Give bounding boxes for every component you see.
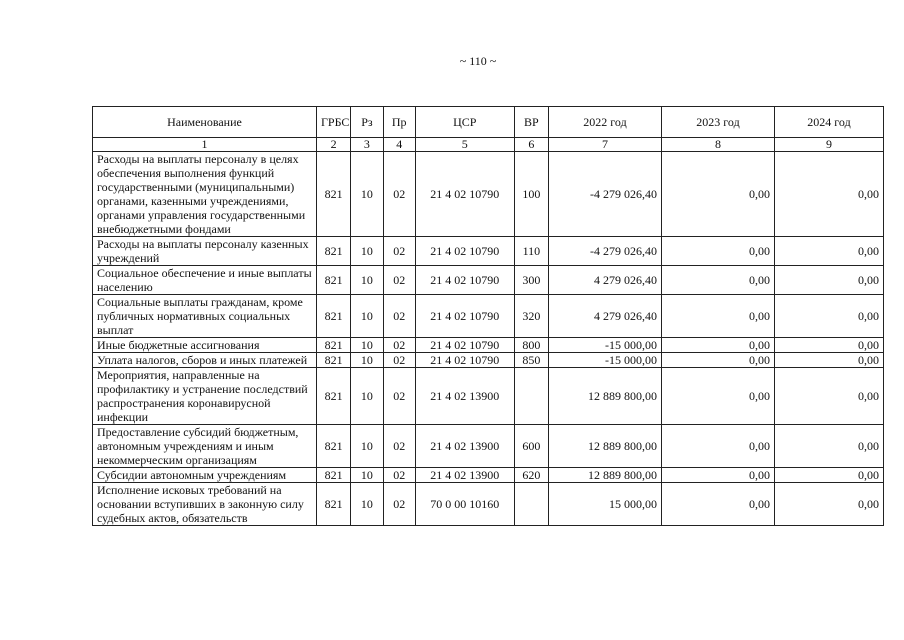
row-2023: 0,00 [662, 368, 775, 425]
row-csr: 21 4 02 10790 [415, 237, 514, 266]
row-pr: 02 [383, 152, 415, 237]
header-rz: Рз [351, 107, 383, 138]
row-grbs: 821 [316, 152, 350, 237]
row-rz: 10 [351, 468, 383, 483]
row-2024: 0,00 [775, 353, 884, 368]
row-vr: 850 [514, 353, 548, 368]
row-name: Расходы на выплаты персоналу казенных учреждений [93, 237, 317, 266]
row-grbs: 821 [316, 368, 350, 425]
row-vr [514, 368, 548, 425]
row-2022: -4 279 026,40 [549, 237, 662, 266]
table-body [93, 152, 884, 526]
row-rz: 10 [351, 266, 383, 295]
table-row [93, 468, 884, 483]
table-row [93, 353, 884, 368]
row-pr: 02 [383, 353, 415, 368]
row-2022: -15 000,00 [549, 353, 662, 368]
row-name: Предоставление субсидий бюджетным, автономным учреждениям и иным некоммерческим организациям [93, 425, 317, 468]
row-rz: 10 [351, 353, 383, 368]
row-grbs: 821 [316, 468, 350, 483]
row-vr: 620 [514, 468, 548, 483]
page-number: ~ 110 ~ [459, 54, 497, 68]
row-vr: 110 [514, 237, 548, 266]
row-pr: 02 [383, 237, 415, 266]
column-number: 8 [662, 138, 775, 152]
row-2022: 4 279 026,40 [549, 266, 662, 295]
header-row [93, 107, 884, 138]
row-rz: 10 [351, 152, 383, 237]
header-name: Наименование [93, 107, 317, 138]
column-number: 6 [514, 138, 548, 152]
row-vr: 600 [514, 425, 548, 468]
row-name: Исполнение исковых требований на основании вступивших в законную силу судебных актов, обязательств [93, 483, 317, 526]
row-pr: 02 [383, 483, 415, 526]
row-pr: 02 [383, 266, 415, 295]
row-grbs: 821 [316, 266, 350, 295]
row-2024: 0,00 [775, 425, 884, 468]
row-vr [514, 483, 548, 526]
column-number: 2 [316, 138, 350, 152]
row-2023: 0,00 [662, 353, 775, 368]
column-number: 3 [351, 138, 383, 152]
row-2023: 0,00 [662, 338, 775, 353]
row-2022: -15 000,00 [549, 338, 662, 353]
row-2024: 0,00 [775, 152, 884, 237]
header-grbs: ГРБС [316, 107, 350, 138]
table-row [93, 152, 884, 237]
row-2022: 12 889 800,00 [549, 468, 662, 483]
column-number: 4 [383, 138, 415, 152]
row-rz: 10 [351, 368, 383, 425]
row-grbs: 821 [316, 338, 350, 353]
row-csr: 21 4 02 10790 [415, 266, 514, 295]
row-name: Социальное обеспечение и иные выплаты населению [93, 266, 317, 295]
row-csr: 21 4 02 10790 [415, 353, 514, 368]
row-2024: 0,00 [775, 266, 884, 295]
row-2024: 0,00 [775, 468, 884, 483]
table-row [93, 295, 884, 338]
header-pr: Пр [383, 107, 415, 138]
table-row [93, 483, 884, 526]
row-name: Мероприятия, направленные на профилактику и устранение последствий распространения коронавирусной инфекции [93, 368, 317, 425]
row-2023: 0,00 [662, 295, 775, 338]
row-pr: 02 [383, 368, 415, 425]
row-rz: 10 [351, 295, 383, 338]
row-grbs: 821 [316, 483, 350, 526]
row-csr: 21 4 02 10790 [415, 338, 514, 353]
row-name: Социальные выплаты гражданам, кроме публичных нормативных социальных выплат [93, 295, 317, 338]
column-number: 5 [415, 138, 514, 152]
row-pr: 02 [383, 468, 415, 483]
row-vr: 800 [514, 338, 548, 353]
row-vr: 100 [514, 152, 548, 237]
row-2022: 4 279 026,40 [549, 295, 662, 338]
header-vr: ВР [514, 107, 548, 138]
row-csr: 21 4 02 10790 [415, 152, 514, 237]
row-grbs: 821 [316, 425, 350, 468]
row-pr: 02 [383, 425, 415, 468]
header-2024: 2024 год [775, 107, 884, 138]
row-2023: 0,00 [662, 237, 775, 266]
row-2023: 0,00 [662, 152, 775, 237]
row-rz: 10 [351, 425, 383, 468]
row-2024: 0,00 [775, 368, 884, 425]
column-number: 7 [549, 138, 662, 152]
row-rz: 10 [351, 483, 383, 526]
row-2022: -4 279 026,40 [549, 152, 662, 237]
row-2023: 0,00 [662, 266, 775, 295]
row-2023: 0,00 [662, 425, 775, 468]
row-name: Уплата налогов, сборов и иных платежей [93, 353, 317, 368]
table-row [93, 266, 884, 295]
table-row [93, 237, 884, 266]
row-2023: 0,00 [662, 483, 775, 526]
row-2022: 12 889 800,00 [549, 425, 662, 468]
row-grbs: 821 [316, 295, 350, 338]
row-pr: 02 [383, 295, 415, 338]
row-csr: 21 4 02 13900 [415, 368, 514, 425]
row-rz: 10 [351, 237, 383, 266]
row-2024: 0,00 [775, 295, 884, 338]
row-vr: 300 [514, 266, 548, 295]
row-pr: 02 [383, 338, 415, 353]
row-grbs: 821 [316, 353, 350, 368]
row-2024: 0,00 [775, 237, 884, 266]
row-2022: 12 889 800,00 [549, 368, 662, 425]
row-2022: 15 000,00 [549, 483, 662, 526]
header-2022: 2022 год [549, 107, 662, 138]
budget-table [92, 106, 884, 526]
column-number: 9 [775, 138, 884, 152]
row-csr: 21 4 02 13900 [415, 468, 514, 483]
row-2024: 0,00 [775, 483, 884, 526]
row-2024: 0,00 [775, 338, 884, 353]
row-csr: 21 4 02 13900 [415, 425, 514, 468]
row-2023: 0,00 [662, 468, 775, 483]
table-row [93, 368, 884, 425]
row-vr: 320 [514, 295, 548, 338]
header-2023: 2023 год [662, 107, 775, 138]
header-csr: ЦСР [415, 107, 514, 138]
row-grbs: 821 [316, 237, 350, 266]
column-number: 1 [93, 138, 317, 152]
row-csr: 21 4 02 10790 [415, 295, 514, 338]
row-name: Субсидии автономным учреждениям [93, 468, 317, 483]
row-rz: 10 [351, 338, 383, 353]
table-row [93, 425, 884, 468]
table-row [93, 338, 884, 353]
column-number-row [93, 138, 884, 152]
row-csr: 70 0 00 10160 [415, 483, 514, 526]
row-name: Иные бюджетные ассигнования [93, 338, 317, 353]
row-name: Расходы на выплаты персоналу в целях обеспечения выполнения функций государственными (муниципальными) органами, казенными учреждениями, органами управления государственными внебюджетными фондами [93, 152, 317, 237]
